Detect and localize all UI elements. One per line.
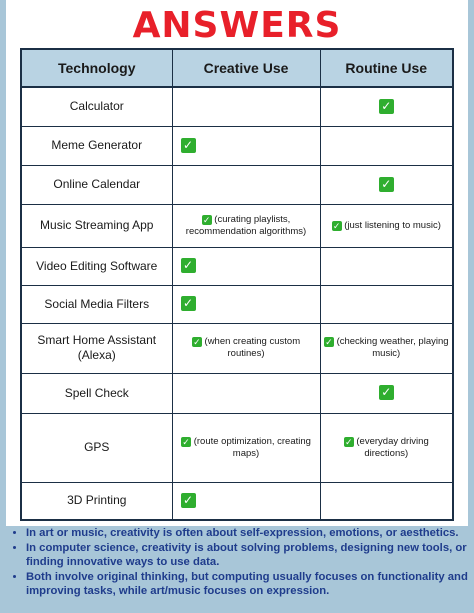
tech-cell: Social Media Filters <box>21 285 172 323</box>
header-creative-use: Creative Use <box>172 49 320 87</box>
routine-cell <box>320 482 453 520</box>
check-icon: ✓ <box>181 258 196 273</box>
tech-cell: Smart Home Assistant (Alexa) <box>21 323 172 373</box>
routine-cell <box>320 413 453 482</box>
creative-cell <box>172 204 320 247</box>
table-row <box>21 204 453 247</box>
tech-cell: Spell Check <box>21 373 172 413</box>
table-row <box>21 165 453 204</box>
note-item: • Both involve original thinking, but computing usually focuses on functionality and improving tasks, while art/music focuses on expression. <box>26 570 474 599</box>
creative-cell <box>172 413 320 482</box>
table-row <box>21 373 453 413</box>
tech-cell: Calculator <box>21 87 172 126</box>
note-item: • In art or music, creativity is often about self-expression, emotions, or aesthetics. <box>26 526 474 541</box>
creative-cell <box>172 323 320 373</box>
creative-cell <box>172 165 320 204</box>
table-row <box>21 413 453 482</box>
creative-cell <box>172 87 320 126</box>
routine-note: (checking weather, playing music) <box>336 336 449 359</box>
check-icon: ✓ <box>379 177 394 192</box>
table-row <box>21 126 453 165</box>
routine-cell <box>320 247 453 285</box>
creative-note: (when creating custom routines) <box>204 336 301 359</box>
routine-note: (just listening to music) <box>344 219 441 231</box>
routine-cell <box>320 373 453 413</box>
note-item: • In computer science, creativity is about solving problems, designing new tools, or finding innovative ways to use data. <box>26 541 474 570</box>
creative-cell <box>172 482 320 520</box>
tech-cell: 3D Printing <box>21 482 172 520</box>
check-icon: ✓ <box>379 385 394 400</box>
notes-list <box>12 526 474 599</box>
routine-cell <box>320 323 453 373</box>
table-row <box>21 247 453 285</box>
header-technology: Technology <box>21 49 172 87</box>
creative-cell <box>172 285 320 323</box>
check-icon: ✓ <box>181 493 196 508</box>
routine-cell <box>320 126 453 165</box>
check-icon: ✓ <box>344 436 353 447</box>
check-icon: ✓ <box>181 296 196 311</box>
check-icon: ✓ <box>332 220 341 231</box>
routine-note: (everyday driving directions) <box>356 435 429 459</box>
tech-cell: Music Streaming App <box>21 204 172 247</box>
tech-cell: Online Calendar <box>21 165 172 204</box>
table-row <box>21 482 453 520</box>
routine-cell <box>320 285 453 323</box>
creative-cell <box>172 247 320 285</box>
table-row <box>21 87 453 126</box>
creative-cell <box>172 126 320 165</box>
check-icon: ✓ <box>181 138 196 153</box>
check-icon: ✓ <box>325 337 333 347</box>
check-icon: ✓ <box>182 436 190 447</box>
creative-cell <box>172 373 320 413</box>
tech-cell: Meme Generator <box>21 126 172 165</box>
tech-cell: GPS <box>21 413 172 482</box>
table-header-row <box>21 49 453 87</box>
routine-cell <box>320 87 453 126</box>
table-row <box>21 323 453 373</box>
header-routine-use: Routine Use <box>320 49 453 87</box>
creative-note: (route optimization, creating maps) <box>193 435 311 459</box>
answers-table <box>20 48 454 521</box>
page-title: ANSWERS <box>132 5 342 46</box>
routine-cell <box>320 204 453 247</box>
check-icon: ✓ <box>202 214 211 225</box>
table-row <box>21 285 453 323</box>
creative-note: (curating playlists, recommendation algorithms) <box>185 213 307 237</box>
check-icon: ✓ <box>379 99 394 114</box>
routine-cell <box>320 165 453 204</box>
tech-cell: Video Editing Software <box>21 247 172 285</box>
check-icon: ✓ <box>193 337 201 347</box>
